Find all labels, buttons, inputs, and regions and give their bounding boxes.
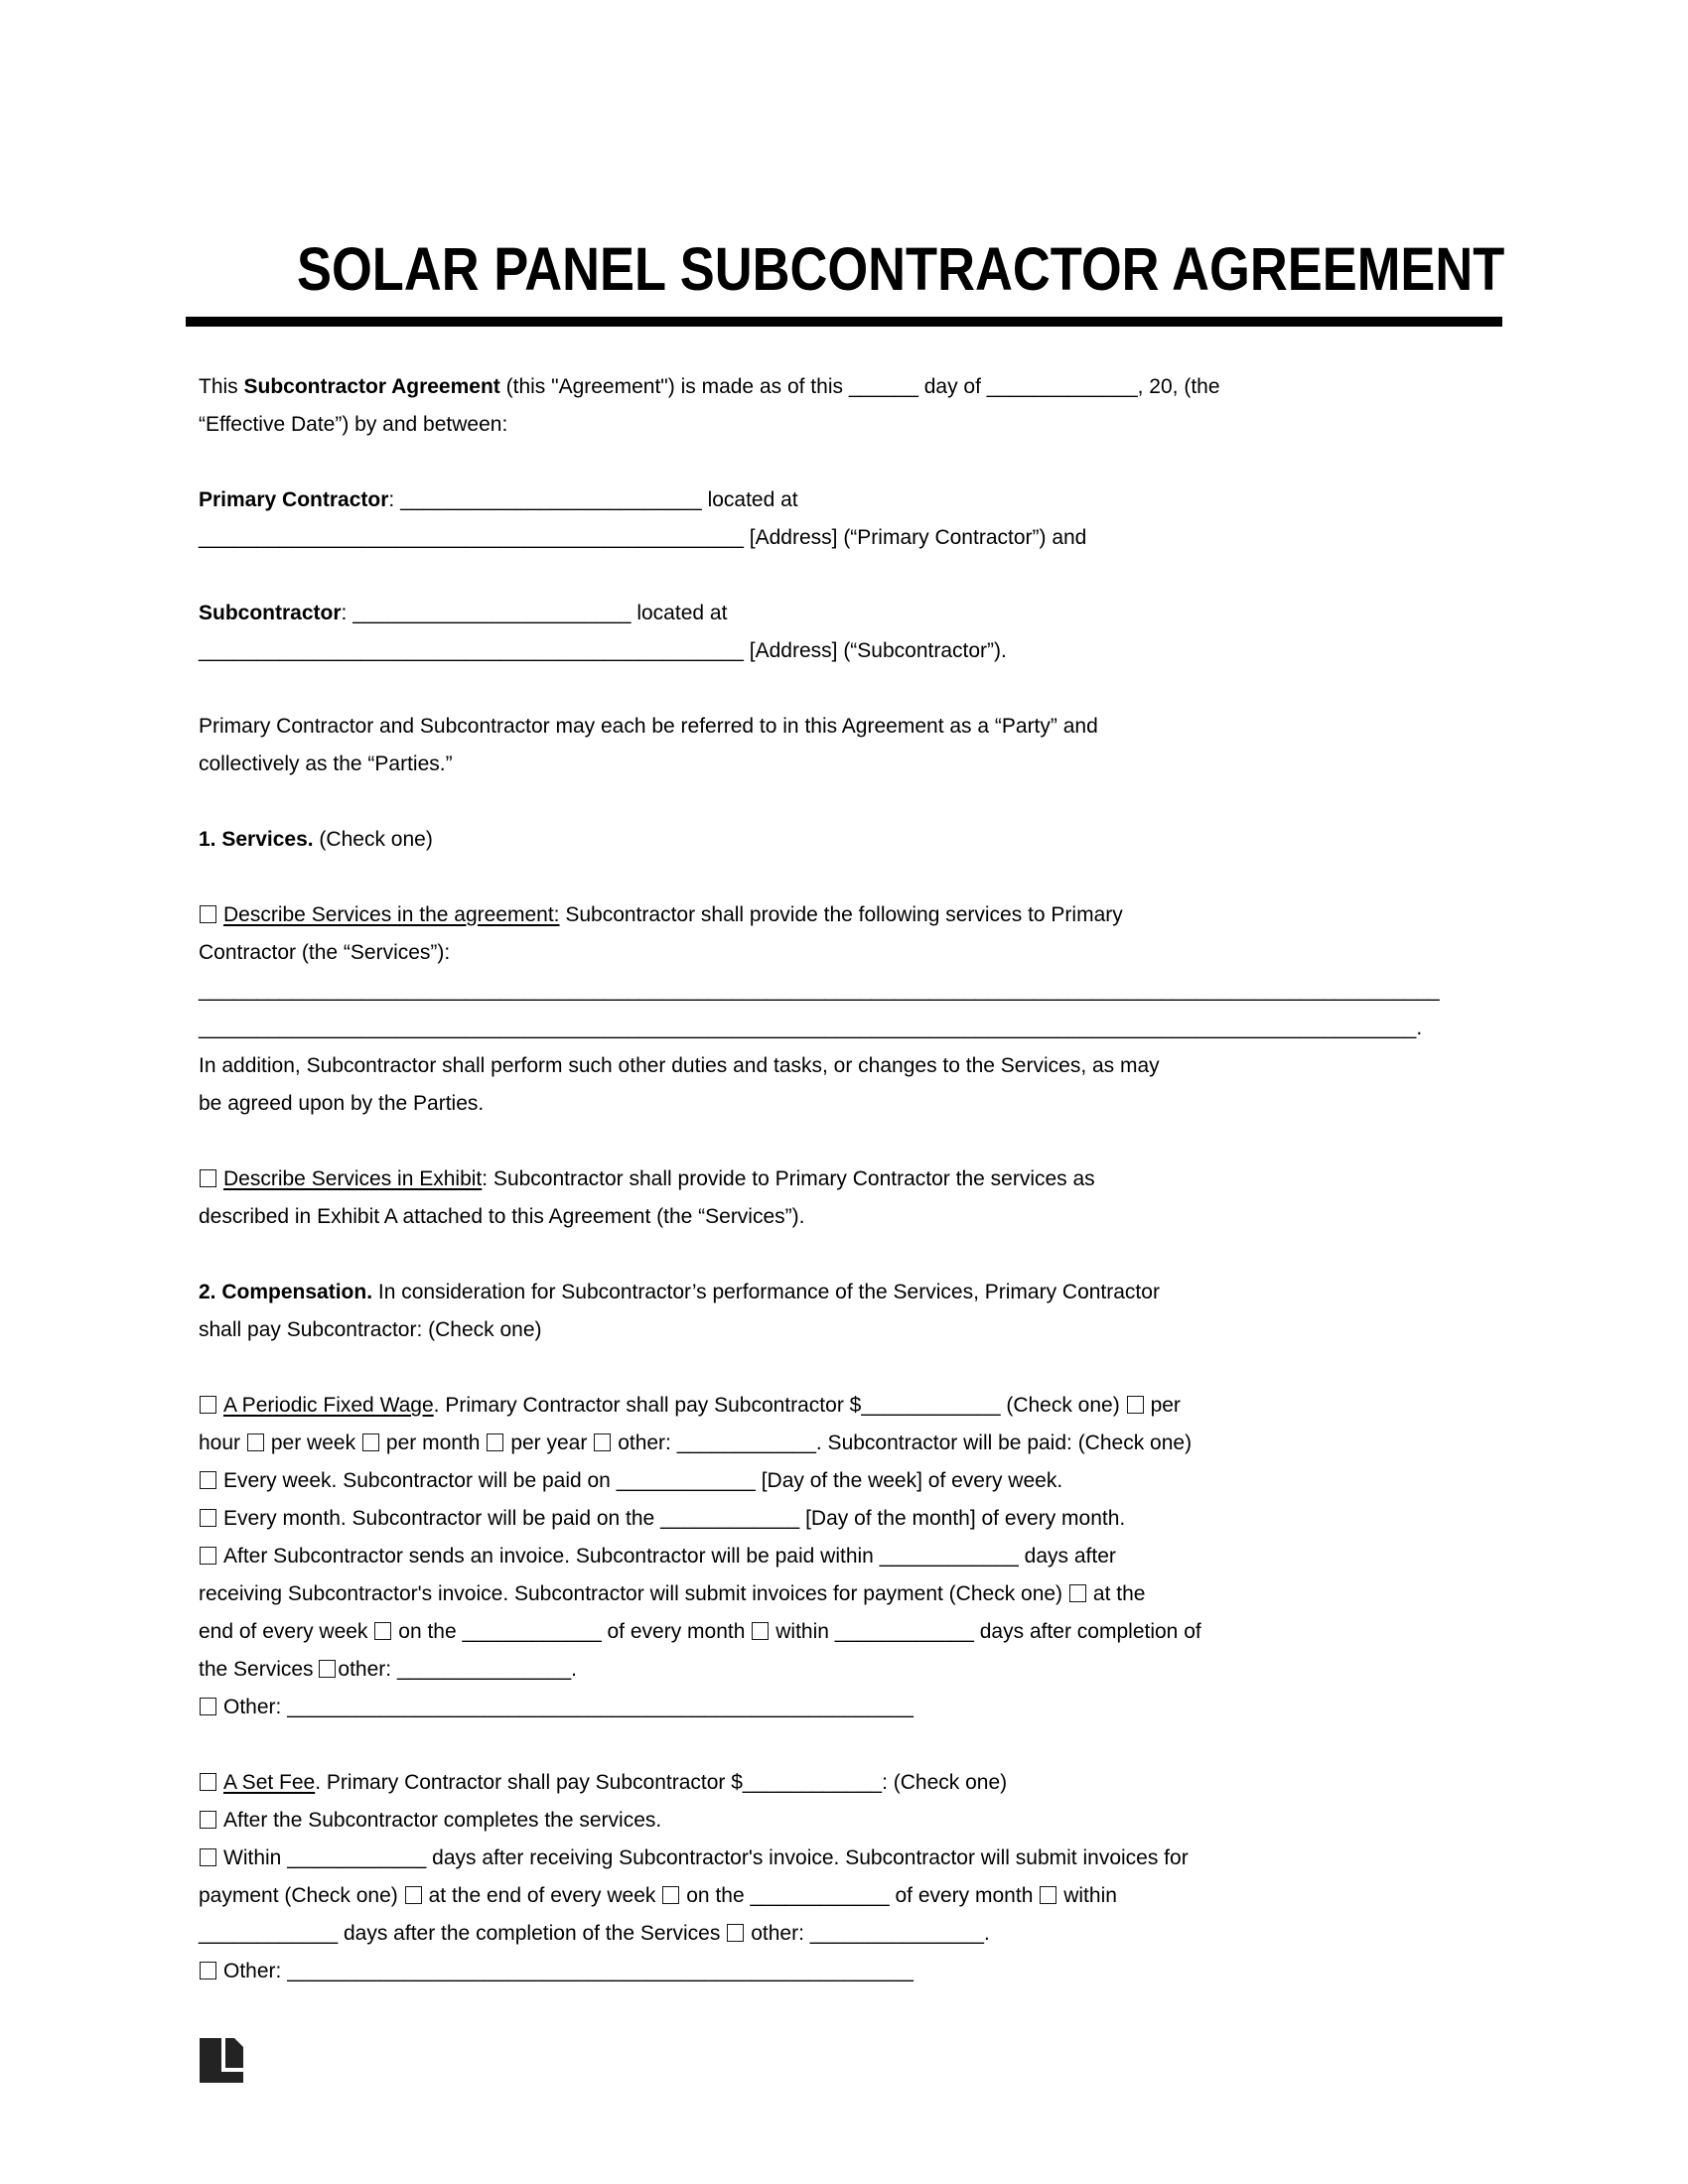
text-run: shall pay Subcontractor: (Check one) [199,1318,542,1341]
text-run: days after completion of [973,1620,1201,1643]
text-run: . Subcontractor will be paid: (Check one) [815,1432,1193,1454]
text-run: [Day of the month] of every month. [799,1507,1126,1530]
text-run: 1. Services. [199,828,314,851]
text-line [199,1274,1489,1311]
text-line [199,1764,1489,1802]
paragraph-intro [199,368,1489,444]
title-rule [186,317,1502,327]
text-line [199,1651,1489,1689]
text-line [199,595,1489,632]
text-run: Other: [223,1696,288,1718]
text-run: Describe Services in Exhibit [223,1167,483,1190]
blank-field: ____________ [462,1620,602,1643]
document-body [199,368,1489,1990]
text-line [199,1047,1489,1085]
page-title [199,235,1505,303]
blank-field: ____________ [834,1620,974,1643]
blank-field: ____________ [742,1771,883,1794]
text-line [199,1840,1489,1877]
paragraph-subcontractor [199,595,1489,670]
paragraph-periodic-fixed-wage [199,1387,1489,1726]
text-line [199,1538,1489,1575]
text-run: on the [686,1884,751,1907]
paragraph-set-fee [199,1764,1489,1990]
blank-field: _______________________________________________ [199,639,744,662]
blank-field: ____________ [750,1884,890,1907]
text-line [199,1311,1489,1349]
text-line [199,1010,1489,1047]
checkbox-icon[interactable] [662,1886,679,1904]
text-line [199,1462,1489,1500]
blank-field: ____________ [879,1545,1019,1568]
text-line [199,632,1489,670]
text-run: (Check one) [313,828,433,851]
checkbox-icon[interactable] [200,1773,216,1791]
checkbox-icon[interactable] [200,1848,216,1866]
blank-field: ____________ [676,1432,816,1454]
text-run: described in Exhibit A attached to this Agreement (the “Services”). [199,1205,805,1228]
checkbox-icon[interactable] [200,1169,216,1187]
checkbox-icon[interactable] [319,1660,336,1678]
text-run: at the [1092,1582,1146,1605]
text-run: . [571,1658,577,1681]
text-run: located at [631,602,728,624]
blank-field: _________________________________________________________________________________________________________ [199,1017,1417,1039]
checkbox-icon[interactable] [1040,1886,1056,1904]
text-line [199,1198,1489,1236]
text-line [199,746,1489,783]
text-run: Primary Contractor and Subcontractor may each be referred to in this Agreement as a “Party” and [199,715,1098,738]
text-run: receiving Subcontractor's invoice. Subcontractor will submit invoices for payment (Check one) [199,1582,1068,1605]
text-run: (this "Agreement") is made as of this [499,375,849,398]
text-line [199,1953,1489,1990]
text-run: Contractor (the “Services”): [199,941,451,964]
blank-field: _______________ [396,1658,572,1681]
checkbox-icon[interactable] [374,1622,391,1640]
blank-field: ______ [848,375,918,398]
text-run: end of every week [199,1620,374,1643]
text-run: After the Subcontractor completes the services. [223,1809,662,1832]
text-run: Other: [223,1960,288,1982]
checkbox-icon[interactable] [200,905,216,923]
text-run: : [388,488,401,511]
text-run: , 20, (the [1137,375,1220,398]
text-line [199,1160,1489,1198]
text-run: days after [1018,1545,1116,1568]
text-run: This [199,375,244,398]
text-line [199,1500,1489,1538]
checkbox-icon[interactable] [1127,1396,1144,1414]
text-line [199,1877,1489,1915]
text-run: of every month [601,1620,752,1643]
text-line [199,1425,1489,1462]
checkbox-icon[interactable] [594,1433,611,1451]
text-run: Subcontractor shall provide the following services to Primary [559,903,1123,926]
text-run: Describe Services in the agreement: [223,903,560,926]
checkbox-icon[interactable] [727,1924,744,1942]
checkbox-icon[interactable] [247,1433,264,1451]
text-run: Every week. Subcontractor will be paid on [223,1469,617,1492]
text-run: . [1416,1017,1423,1039]
blank-field: _____________ [986,375,1138,398]
paragraph-compensation-heading [199,1274,1489,1349]
text-run: per month [385,1432,487,1454]
text-line [199,1575,1489,1613]
text-run: days after receiving Subcontractor's invoice. Subcontractor will submit invoices for [426,1846,1189,1869]
text-run: (Check one) [1000,1394,1126,1417]
logo-vertical-bar [221,2038,225,2072]
text-line [199,896,1489,934]
text-run: per week [270,1432,361,1454]
text-run: After Subcontractor sends an invoice. Subcontractor will be paid within [223,1545,880,1568]
checkbox-icon[interactable] [752,1622,769,1640]
text-line [199,1613,1489,1651]
text-line [199,708,1489,746]
text-line [199,1085,1489,1123]
text-run: hour [199,1432,246,1454]
blank-field: _______________ [809,1922,984,1945]
logo-horizontal-bar [221,2068,243,2072]
blank-field: ___________________________________________________________________________________________________________ [199,979,1440,1002]
text-run: on the [398,1620,463,1643]
paragraph-services-describe-in-exhibit [199,1160,1489,1236]
logo-corner-notch [234,2038,243,2047]
blank-field: ____________ [616,1469,756,1492]
text-line [199,1915,1489,1953]
checkbox-icon[interactable] [200,1547,216,1565]
paragraph-parties [199,708,1489,783]
text-run: other: [751,1922,810,1945]
text-run: be agreed upon by the Parties. [199,1092,485,1115]
text-run: other: [338,1658,397,1681]
text-line [199,1802,1489,1840]
legal-templates-logo [200,2038,243,2083]
blank-field: ____________ [861,1394,1001,1417]
checkbox-icon[interactable] [200,1396,216,1414]
paragraph-services-heading [199,821,1489,859]
checkbox-icon[interactable] [200,1471,216,1489]
text-line [199,368,1489,406]
text-line [199,519,1489,557]
blank-field: ____________ [660,1507,800,1530]
text-run: In addition, Subcontractor shall perform such other duties and tasks, or changes to the Services, as may [199,1054,1160,1077]
checkbox-icon[interactable] [362,1433,379,1451]
checkbox-icon[interactable] [1069,1584,1086,1602]
paragraph-primary-contractor [199,481,1489,557]
text-run: [Address] (“Primary Contractor”) and [743,526,1087,549]
text-run: of every month [889,1884,1040,1907]
blank-field: __________________________ [400,488,702,511]
text-run: . Primary Contractor shall pay Subcontractor $ [433,1394,862,1417]
text-run: collectively as the “Parties.” [199,752,453,775]
checkbox-icon[interactable] [200,1811,216,1829]
blank-field: ________________________ [352,602,632,624]
text-run: within [1063,1884,1117,1907]
text-run: A Set Fee [223,1771,316,1794]
text-line [199,1387,1489,1425]
text-run: per [1150,1394,1181,1417]
text-line [199,972,1489,1010]
text-run: Subcontractor Agreement [243,375,500,398]
checkbox-icon[interactable] [405,1886,422,1904]
text-run: payment (Check one) [199,1884,404,1907]
text-line [199,406,1489,444]
text-run: [Address] (“Subcontractor”). [743,639,1007,662]
text-run: Primary Contractor [199,488,389,511]
text-line [199,481,1489,519]
text-line [199,1689,1489,1726]
text-run: [Day of the week] of every week. [755,1469,1063,1492]
text-run: : (Check one) [882,1771,1008,1794]
blank-field: ____________ [199,1922,339,1945]
text-line [199,934,1489,972]
text-run: Subcontractor [199,602,342,624]
text-run: : [341,602,353,624]
checkbox-icon[interactable] [200,1962,216,1979]
checkbox-icon[interactable] [200,1509,216,1527]
text-run: other: [618,1432,677,1454]
page-title-text: SOLAR PANEL SUBCONTRACTOR AGREEMENT [297,235,1505,303]
text-run: located at [701,488,798,511]
text-run: : Subcontractor shall provide to Primary Contractor the services as [482,1167,1095,1190]
text-run: “Effective Date”) by and between: [199,413,508,436]
blank-field: ______________________________________________________ [287,1696,914,1718]
text-run: day of [917,375,987,398]
text-run: 2. Compensation. [199,1281,373,1303]
blank-field: ____________ [287,1846,427,1869]
text-run: at the end of every week [428,1884,662,1907]
blank-field: ______________________________________________________ [287,1960,914,1982]
text-run: per year [510,1432,594,1454]
text-run: days after the completion of the Services [338,1922,727,1945]
checkbox-icon[interactable] [200,1698,216,1715]
text-run: within [775,1620,835,1643]
text-run: the Services [199,1658,320,1681]
text-line [199,821,1489,859]
text-run: Every month. Subcontractor will be paid on the [223,1507,661,1530]
paragraph-services-describe-in-agreement [199,896,1489,1123]
blank-field: _______________________________________________ [199,526,744,549]
text-run: A Periodic Fixed Wage [223,1394,434,1417]
checkbox-icon[interactable] [487,1433,503,1451]
text-run: Within [223,1846,288,1869]
text-run: . Primary Contractor shall pay Subcontractor $ [315,1771,743,1794]
text-run: . [983,1922,990,1945]
text-run: In consideration for Subcontractor’s performance of the Services, Primary Contractor [372,1281,1160,1303]
